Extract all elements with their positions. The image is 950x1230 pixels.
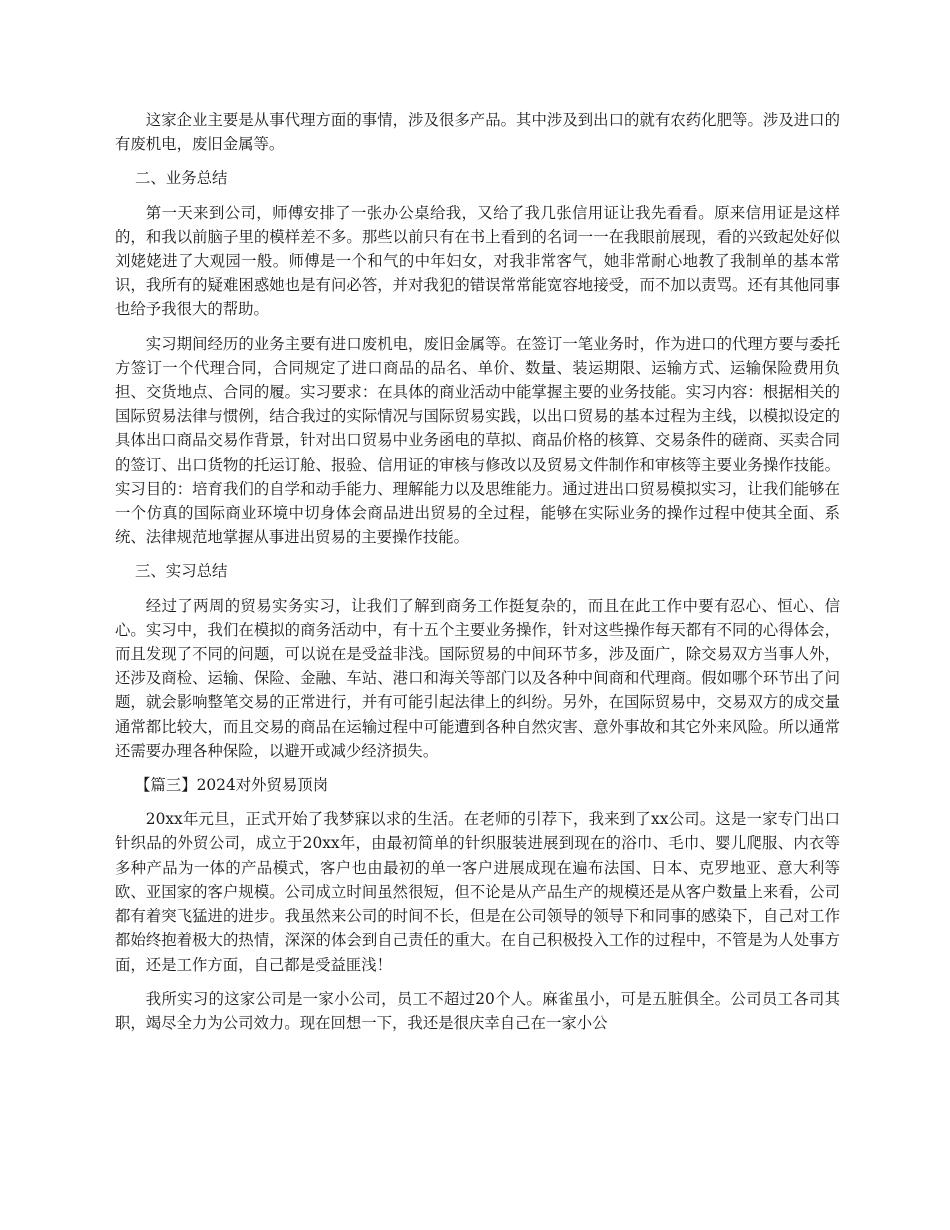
heading-part-three: 【篇三】2024对外贸易顶岗: [135, 776, 329, 795]
paragraph-agency-business: 这家企业主要是从事代理方面的事情，涉及很多产品。其中涉及到出口的就有农药化肥等。涉及进口的有废机电，废旧金属等。: [115, 111, 840, 154]
paragraph-new-year: 20xx年元旦，正式开始了我梦寐以求的生活。在老师的引荐下，我来到了xx公司。这是一家专门出口针织品的外贸公司，成立于20xx年，由最初简单的针织服装进展到现在的浴巾、毛巾、婴儿爬服、内衣等多种产品为一体的产品模式，客户也由最初的单一客户进展成现在遍布法国、日本、克罗地亚、意大利等欧、亚国家的客户规模。公司成立时间虽然很短，但不论是从产品生产的规模还是从客户数量上来看，公司都有着突飞猛进的进步。我虽然来公司的时间不长，但是在公司领导的领导下和同事的感染下，自己对工作都始终抱着极大的热情，深深的体会到自己责任的重大。在自己积极投入工作的过程中，不管是为人处事方面，还是工作方面，自己都是受益匪浅！: [115, 810, 840, 974]
heading-internship-summary: 三、实习总结: [135, 562, 228, 581]
paragraph-small-company: 我所实习的这家公司是一家小公司，员工不超过20个人。麻雀虽小，可是五脏俱全。公司员工各司其职，竭尽全力为公司效力。现在回想一下，我还是很庆幸自己在一家小公: [115, 989, 840, 1032]
document-page: [115, 108, 840, 1045]
heading-business-summary: 二、业务总结: [135, 169, 228, 188]
paragraph-two-weeks: 经过了两周的贸易实务实习，让我们了解到商务工作挺复杂的，而且在此工作中要有忍心、恒心、信心。实习中，我们在模拟的商务活动中，有十五个主要业务操作，针对这些操作每天都有不同的心得体会，而且发现了不同的问题，可以说在是受益非浅。国际贸易的中间环节多，涉及面广，除交易双方当事人外，还涉及商检、运输、保险、金融、车站、港口和海关等部门以及各种中间商和代理商。假如哪个环节出了问题，就会影响整笔交易的正常进行，并有可能引起法律上的纠纷。另外，在国际贸易中，交易双方的成交量通常都比较大，而且交易的商品在运输过程中可能遭到各种自然灾害、意外事故和其它外来风险。所以通常还需要办理各种保险，以避开或减少经济损失。: [115, 596, 840, 760]
paragraph-internship-business: 实习期间经历的业务主要有进口废机电，废旧金属等。在签订一笔业务时，作为进口的代理方要与委托方签订一个代理合同，合同规定了进口商品的品名、单价、数量、装运期限、运输方式、运输保险费用负担、交货地点、合同的履。实习要求：在具体的商业活动中能掌握主要的业务技能。实习内容：根据相关的国际贸易法律与惯例，结合我过的实际情况与国际贸易实践，以出口贸易的基本过程为主线，以模拟设定的具体出口商品交易作背景，针对出口贸易中业务函电的草拟、商品价格的核算、交易条件的磋商、买卖合同的签订、出口货物的托运订舱、报验、信用证的审核与修改以及贸易文件制作和审核等主要业务操作技能。实习目的：培育我们的自学和动手能力、理解能力以及思维能力。通过进出口贸易模拟实习，让我们能够在一个仿真的国际商业环境中切身体会商品进出贸易的全过程，能够在实际业务的操作过程中使其全面、系统、法律规范地掌握从事进出贸易的主要操作技能。: [115, 334, 840, 547]
paragraph-first-day: 第一天来到公司，师傅安排了一张办公桌给我，又给了我几张信用证让我先看看。原来信用证是这样的，和我以前脑子里的模样差不多。那些以前只有在书上看到的名词一一在我眼前展现，看的兴致起处好似刘姥姥进了大观园一般。师傅是一个和气的中年妇女，对我非常客气，她非常耐心地教了我制单的基本常识，我所有的疑难困惑她也是有问必答，并对我犯的错误常常能宽容地接受，而不加以责骂。还有其他同事也给予我很大的帮助。: [115, 203, 840, 319]
